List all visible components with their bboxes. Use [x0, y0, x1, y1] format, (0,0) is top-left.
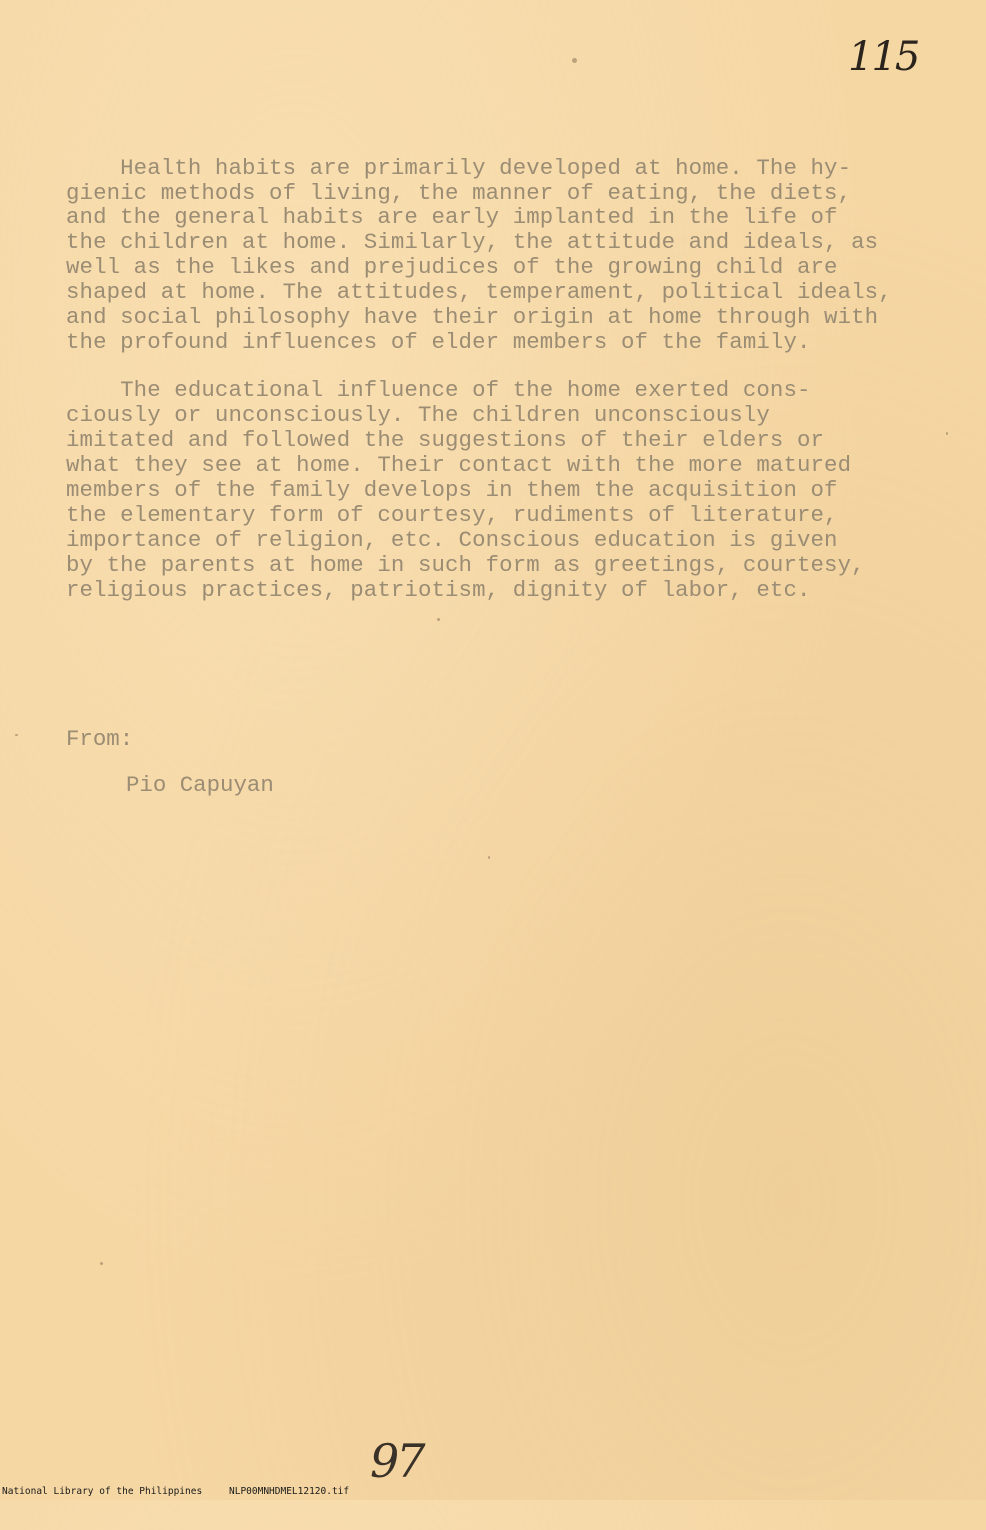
footer-filename: NLP00MNHDMEL12120.tif	[229, 1486, 350, 1497]
paragraph-line: The educational influence of the home exerted cons-	[66, 377, 811, 403]
paragraph-line: and social philosophy have their origin at home through with	[66, 304, 879, 330]
paragraph-line: importance of religion, etc. Conscious education is given	[66, 527, 838, 553]
paper-speck	[15, 734, 18, 736]
handwritten-folio-number: 97	[370, 1434, 423, 1488]
paragraph-line: well as the likes and prejudices of the growing child are	[66, 254, 838, 280]
author-name: Pio Capuyan	[126, 772, 274, 798]
footer-institution: National Library of the Philippines	[2, 1486, 203, 1497]
paragraph-line: Health habits are primarily developed at home. The hy-	[66, 155, 852, 181]
paragraph-line: what they see at home. Their contact with the more matured	[66, 452, 852, 478]
paper-speck	[488, 856, 490, 859]
handwritten-page-number: 115	[848, 34, 919, 80]
paragraph-line: religious practices, patriotism, dignity of labor, etc.	[66, 577, 811, 603]
from-label: From:	[66, 726, 134, 752]
paragraph-line: shaped at home. The attitudes, temperament, political ideals,	[66, 279, 892, 305]
paragraph-line: ciously or unconsciously. The children unconsciously	[66, 402, 770, 428]
paper-speck	[946, 432, 948, 435]
paper-speck	[437, 618, 440, 621]
paragraph-line: by the parents at home in such form as greetings, courtesy,	[66, 552, 865, 578]
paragraph-line: gienic methods of living, the manner of eating, the diets,	[66, 180, 852, 206]
paragraph-line: the elementary form of courtesy, rudiments of literature,	[66, 502, 838, 528]
paragraph-line: imitated and followed the suggestions of their elders or	[66, 427, 825, 453]
paper-speck	[572, 58, 577, 63]
paragraph-line: the profound influences of elder members of the family.	[66, 329, 811, 355]
paper-speck	[100, 1262, 103, 1265]
paragraph-line: and the general habits are early implanted in the life of	[66, 204, 838, 230]
scan-footer	[0, 1486, 986, 1500]
paragraph-line: the children at home. Similarly, the attitude and ideals, as	[66, 229, 879, 255]
paragraph-line: members of the family develops in them the acquisition of	[66, 477, 838, 503]
